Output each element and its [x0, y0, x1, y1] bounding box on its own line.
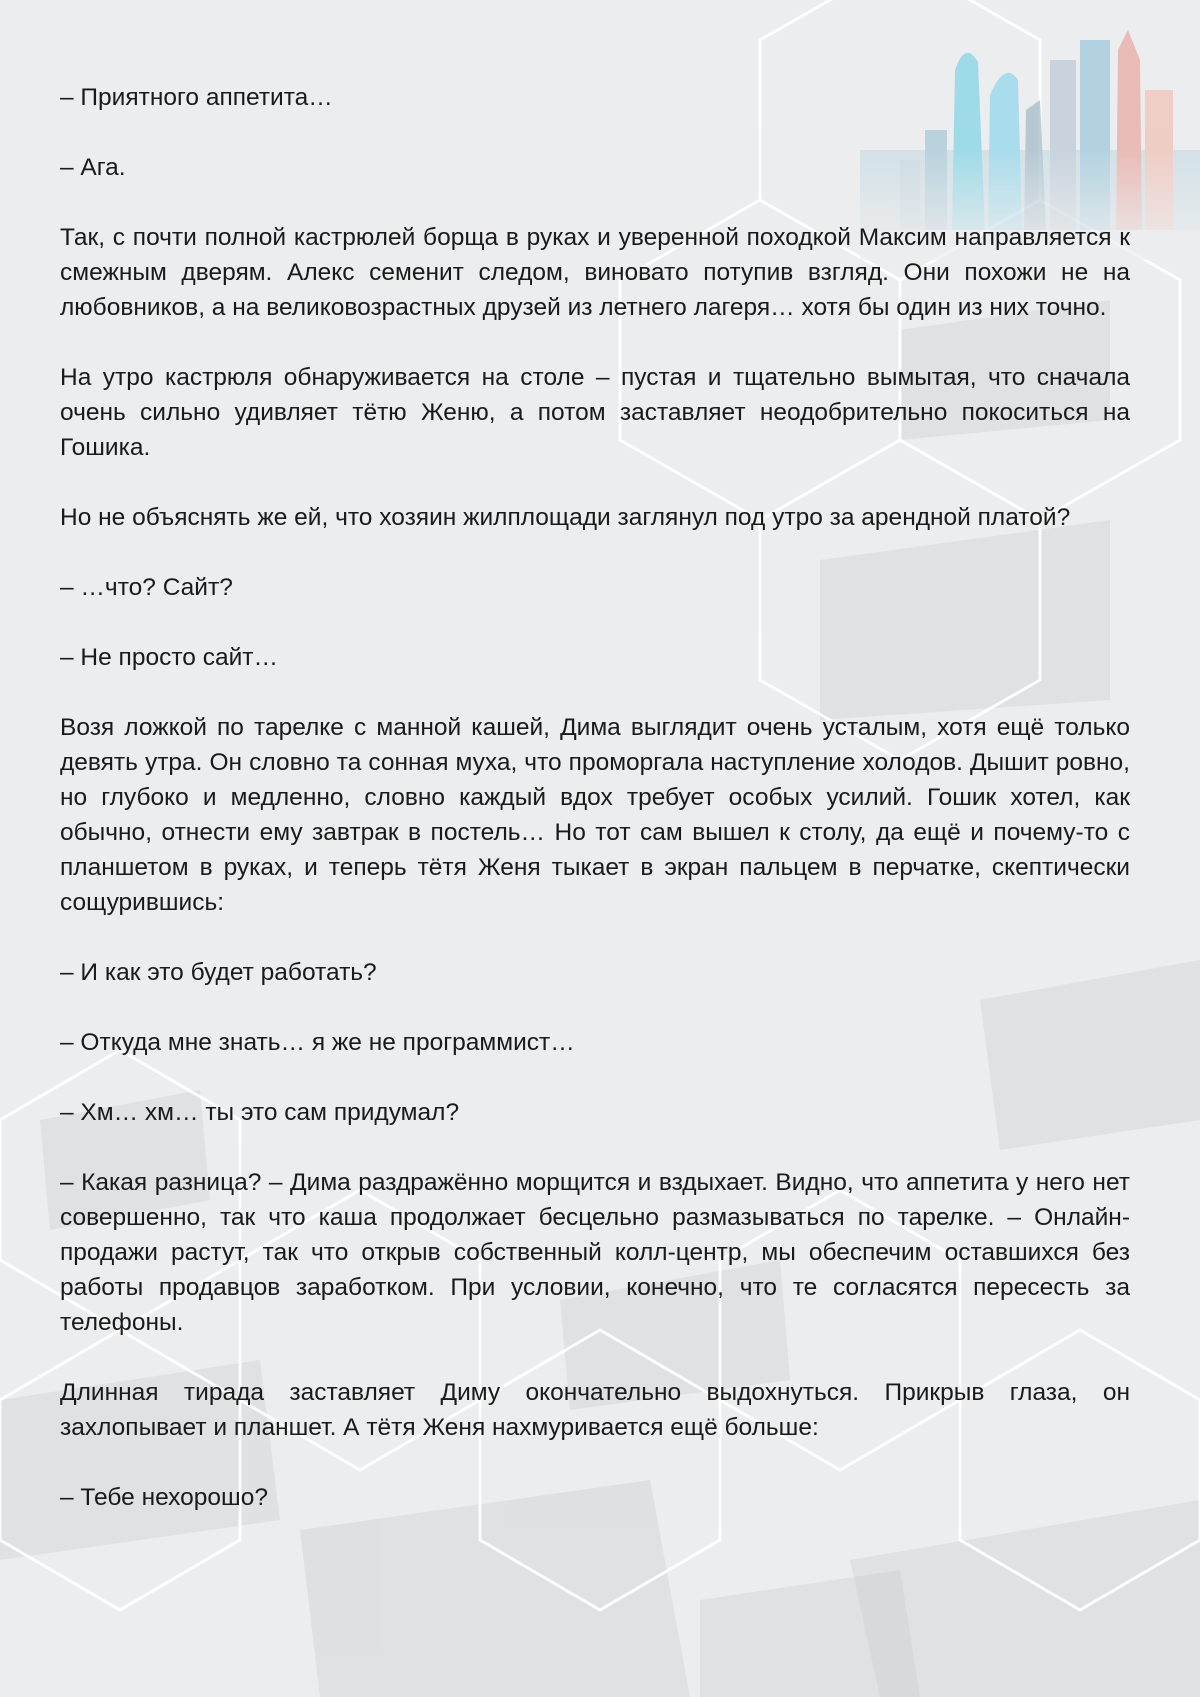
document-body [60, 80, 1130, 1515]
paragraph: Так, с почти полной кастрюлей борща в руках и уверенной походкой Максим направляется к смежным дверям. Алекс семенит следом, виновато потупив взгляд. Они похожи не на любовников, а на великовозрастных друзей из летнего лагеря… хотя бы один из них точно. [60, 224, 1130, 321]
paragraph: Длинная тирада заставляет Диму окончательно выдохнуться. Прикрыв глаза, он захлопывает и планшет. А тётя Женя нахмуривается ещё больше: [60, 1379, 1130, 1441]
paragraph: – Какая разница? – Дима раздражённо морщится и вздыхает. Видно, что аппетита у него нет совершенно, так что каша продолжает бесцельно размазываться по тарелке. – Онлайн-продажи растут, так что открыв собственный колл-центр, мы обеспечим оставшихся без работы продавцов заработком. При условии, конечно, что те согласятся пересесть за телефоны. [60, 1169, 1130, 1336]
paragraph: Возя ложкой по тарелке с манной кашей, Дима выглядит очень усталым, хотя ещё только девять утра. Он словно та сонная муха, что проморгала наступление холодов. Дышит ровно, но глубоко и медленно, словно каждый вдох требует особых усилий. Гошик хотел, как обычно, отнести ему завтрак в постель… Но тот сам вышел к столу, да ещё и почему-то с планшетом в руках, и теперь тётя Женя тыкает в экран пальцем в перчатке, скептически сощурившись: [60, 714, 1130, 916]
paragraph: На утро кастрюля обнаруживается на столе – пустая и тщательно вымытая, что сначала очень сильно удивляет тётю Женю, а потом заставляет неодобрительно покоситься на Гошика. [60, 364, 1130, 461]
paragraph: – Приятного аппетита… [60, 84, 333, 111]
paragraph: – Откуда мне знать… я же не программист… [60, 1029, 575, 1056]
paragraph: – Хм… хм… ты это сам придумал? [60, 1099, 460, 1126]
paragraph: – И как это будет работать? [60, 959, 377, 986]
paragraph: – …что? Сайт? [60, 574, 233, 601]
paragraph: – Не просто сайт… [60, 644, 278, 671]
paragraph: – Ага. [60, 154, 126, 181]
paragraph: – Тебе нехорошо? [60, 1484, 268, 1511]
paragraph: Но не объяснять же ей, что хозяин жилплощади заглянул под утро за арендной платой? [60, 504, 1071, 531]
